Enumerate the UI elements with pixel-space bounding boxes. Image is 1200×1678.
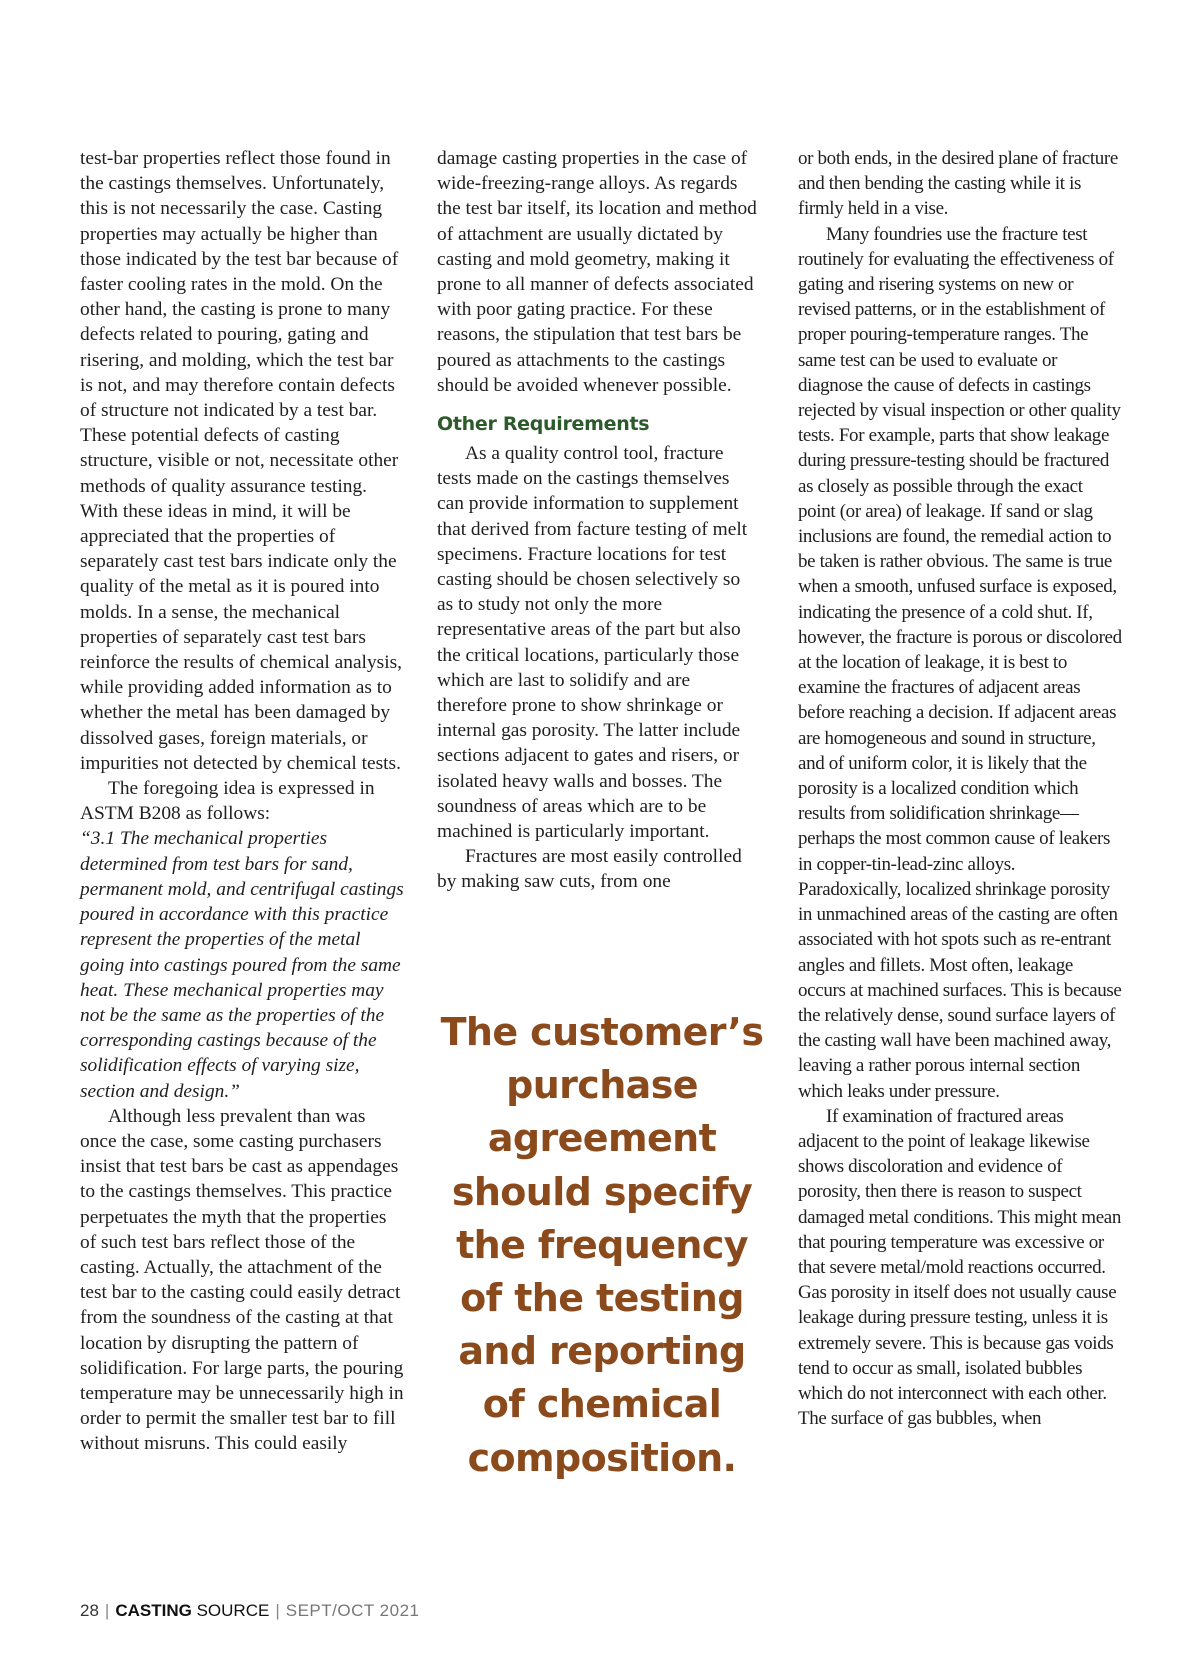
col3-paragraph-2: Many foundries use the fracture test routinely for evaluating the effectiveness of gating and risering systems on new or revised patterns, or in the establishment of proper pouring-temperature ranges. The same test can be used to evaluate or diagnose the cause of defects in castings rejected by visual inspection or other quality tests. For example, parts that show leakage during pressure-testing should be fractured as closely as possible through the exact point (or area) of leakage. If sand or slag inclusions are found, the remedial action to be taken is rather obvious. The same is true when a smooth, unfused surface is exposed, indicating the presence of a cold shut. If, however, the fracture is porous or discolored at the location of leakage, it is best to examine the fractures of adjacent areas before reaching a decision. If adjacent areas are homogeneous and sound in structure, and of uniform color, it is likely that the porosity is a localized condition which results from solidification shrinkage—perhaps the most common cause of leakers in copper-tin-lead-zinc alloys. Paradoxically, localized shrinkage porosity in unmachined areas of the casting are often associated with hot spots such as re-entrant angles and fillets. Most often, leakage occurs at machined surfaces. This is because the relatively dense, sound surface layers of the casting wall have been machined away, leaving a rather porous internal section which leaks under pressure. — [798, 223, 1122, 1102]
magazine-name: SOURCE — [196, 1601, 270, 1620]
col1-paragraph-2: The foregoing idea is expressed in ASTM B208 as follows: — [80, 778, 375, 825]
page-number: 28 — [80, 1601, 99, 1620]
col1-paragraph-1: test-bar properties reflect those found in the castings themselves. Unfortunately, this is not necessarily the case. Casting properties may actually be higher than those indicated by the test bar because of faster cooling rates in the mold. On the other hand, the casting is prone to many defects related to pouring, gating and risering, and molding, which the test bar is not, and may therefore contain defects of structure not indicated by a test bar. These potential defects of casting structure, visible or not, necessitate other methods of quality assurance testing. With these ideas in mind, it will be appreciated that the properties of separately cast test bars indicate only the quality of the metal as it is poured into molds. In a sense, the mechanical properties of separately cast test bars reinforce the results of chemical analysis, while providing added information as to whether the metal has been damaged by dissolved gases, foreign materials, or impurities not detected by chemical tests. — [80, 148, 402, 774]
magazine-name-bold: CASTING — [115, 1601, 192, 1620]
astm-quote-text: “3.1 The mechanical properties determined from test bars for sand, permanent mold, and centrifugal castings poured in accordance with this practice represent the properties of the metal going into castings poured from the same heat. These mechanical properties may not be the same as the properties of the corresponding castings because of the solidification effects of varying size, section and design.” — [80, 828, 404, 1102]
article-column-2 — [437, 146, 761, 895]
pull-quote: The customer’s purchase agreement should specify the frequency of the testing and reporting of chemical composition. — [440, 1010, 764, 1480]
section-heading: Other Requirements — [437, 413, 650, 436]
footer-divider-2: | — [275, 1601, 280, 1620]
footer-divider: | — [104, 1601, 110, 1620]
col3-paragraph-3: If examination of fractured areas adjacent to the point of leakage likewise shows discoloration and evidence of porosity, then there is reason to suspect damaged metal conditions. This might mean that pouring temperature was excessive or that severe metal/mold reactions occurred. Gas porosity in itself does not usually cause leakage during pressure testing, unless it is extremely severe. This is because gas voids tend to occur as small, isolated bubbles which do not interconnect with each other. The surface of gas bubbles, when — [798, 1105, 1122, 1430]
page-footer — [80, 1601, 419, 1621]
astm-quote — [80, 826, 404, 1103]
col2-paragraph-1: damage casting properties in the case of wide-freezing-range alloys. As regards the test bar itself, its location and method of attachment are usually dictated by casting and mold geometry, making it prone to all manner of defects associated with poor gating practice. For these reasons, the stipulation that test bars be poured as attachments to the castings should be avoided whenever possible. — [437, 148, 757, 396]
issue-date: SEPT/OCT 2021 — [285, 1601, 420, 1620]
col2-paragraph-2: As a quality control tool, fracture tests made on the castings themselves can provide information to supplement that derived from facture testing of melt specimens. Fracture locations for test casting should be chosen selectively so as to study not only the more representative areas of the part but also the critical locations, particularly those which are last to solidify and are therefore prone to show shrinkage or internal gas porosity. The latter include sections adjacent to gates and risers, or isolated heavy walls and bosses. The soundness of areas which are to be machined is particularly important. — [437, 443, 748, 843]
col1-paragraph-3: Although less prevalent than was once the case, some casting purchasers insist that test bars be cast as appendages to the castings themselves. This practice perpetuates the myth that the properties of such test bars reflect those of the casting. Actually, the attachment of the test bar to the casting could easily detract from the soundness of the casting at that location by disrupting the pattern of solidification. For large parts, the pouring temperature may be unnecessarily high in order to permit the smaller test bar to fill without misruns. This could easily — [80, 1105, 404, 1455]
article-column-1 — [80, 146, 404, 1457]
article-column-3 — [798, 146, 1122, 1431]
col2-paragraph-3: Fractures are most easily controlled by making saw cuts, from one — [437, 846, 742, 893]
col3-paragraph-1: or both ends, in the desired plane of fracture and then bending the casting while it is firmly held in a vise. — [798, 148, 1118, 220]
